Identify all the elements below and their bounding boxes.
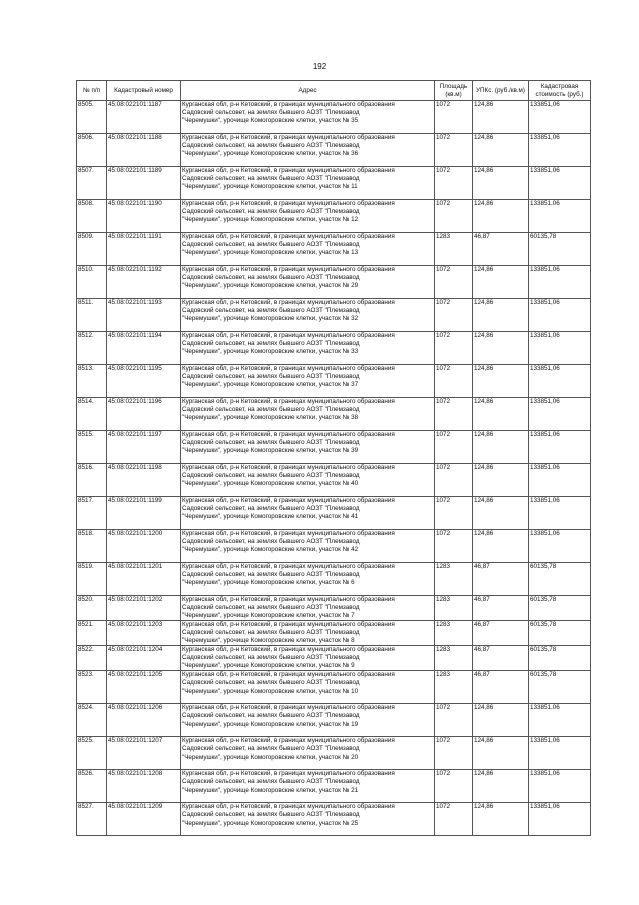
address-cell xyxy=(181,431,435,464)
address-line: Курганская обл, р-н Кетовский, в границах муниципального образования xyxy=(182,770,395,778)
address-line: Курганская обл, р-н Кетовский, в границах муниципального образования xyxy=(182,167,395,174)
header-area: Площадь (кв.м) xyxy=(435,81,473,101)
address-line: "Черемушки", урочище Комогоровские клетки, участок № 12 xyxy=(182,216,359,224)
cadastral-value: 133851,06 xyxy=(529,398,591,431)
area-value: 1072 xyxy=(435,530,473,563)
cadastral-value: 133851,06 xyxy=(529,704,591,737)
address-line: Садовский сельсовет, на землях бывшего АОЗТ "Племзавод xyxy=(182,654,360,662)
address-cell xyxy=(181,167,435,200)
address-cell xyxy=(181,646,435,671)
address-line: Садовский сельсовет, на землях бывшего АОЗТ "Племзавод xyxy=(182,373,360,381)
area-value: 1072 xyxy=(435,167,473,200)
area-value: 1283 xyxy=(435,563,473,596)
area-value: 1072 xyxy=(435,431,473,464)
cadastral-value: 133851,06 xyxy=(529,332,591,365)
area-value: 1072 xyxy=(435,398,473,431)
address-line: "Черемушки", урочище Комогоровские клетки, участок № 36 xyxy=(182,150,359,158)
upks-value: 46,87 xyxy=(473,563,529,596)
address-line: Курганская обл, р-н Кетовский, в границах муниципального образования xyxy=(182,737,395,745)
address-cell xyxy=(181,365,435,398)
cadastral-value: 133851,06 xyxy=(529,737,591,770)
cadastral-number: 45:08:022101:1195 xyxy=(107,365,181,398)
row-number: 8526. xyxy=(77,770,107,803)
header-address: Адрес xyxy=(181,81,435,101)
table-row xyxy=(77,365,591,398)
cadastral-number: 45:08:022101:1187 xyxy=(107,101,181,134)
table-row xyxy=(77,233,591,266)
address-cell xyxy=(181,563,435,596)
row-number: 8511. xyxy=(77,299,107,332)
area-value: 1072 xyxy=(435,134,473,167)
address-line: Курганская обл, р-н Кетовский, в границах муниципального образования xyxy=(182,530,395,537)
address-line: Садовский сельсовет, на землях бывшего АОЗТ "Племзавод xyxy=(182,307,360,315)
table-row xyxy=(77,266,591,299)
address-cell xyxy=(181,704,435,737)
address-line: "Черемушки", урочище Комогоровские клетки, участок № 10 xyxy=(182,687,359,695)
header-cadastral-number: Кадастровый номер xyxy=(107,81,181,101)
address-line: Курганская обл, р-н Кетовский, в границах муниципального образования xyxy=(182,621,395,629)
cadastral-number: 45:08:022101:1200 xyxy=(107,530,181,563)
page-number: 192 xyxy=(312,62,327,71)
row-number: 8506. xyxy=(77,134,107,167)
row-number: 8523. xyxy=(77,671,107,704)
address-cell xyxy=(181,233,435,266)
cadastral-value: 133851,06 xyxy=(529,299,591,332)
cadastral-value: 133851,06 xyxy=(529,770,591,803)
table-row xyxy=(77,167,591,200)
header-upks: УПКс. (руб./кв.м) xyxy=(473,81,529,101)
table-row xyxy=(77,398,591,431)
address-line: "Черемушки", урочище Комогоровские клетки, участок № 9 xyxy=(182,662,355,670)
row-number: 8514. xyxy=(77,398,107,431)
address-line: Садовский сельсовет, на землях бывшего АОЗТ "Племзавод xyxy=(182,340,360,348)
address-line: Садовский сельсовет, на землях бывшего АОЗТ "Племзавод xyxy=(182,274,360,282)
upks-value: 124,86 xyxy=(473,770,529,803)
address-line: Курганская обл, р-н Кетовский, в границах муниципального образования xyxy=(182,134,395,141)
address-cell xyxy=(181,332,435,365)
header-cadastral-value: Кадастровая стоимость (руб.) xyxy=(529,81,591,101)
cadastral-number: 45:08:022101:1188 xyxy=(107,134,181,167)
cadastral-value: 60135,78 xyxy=(529,563,591,596)
row-number: 8507. xyxy=(77,167,107,200)
address-line: Курганская обл, р-н Кетовский, в границах муниципального образования xyxy=(182,101,395,108)
row-number: 8522. xyxy=(77,646,107,671)
address-cell xyxy=(181,621,435,646)
address-line: Садовский сельсовет, на землях бывшего АОЗТ "Племзавод xyxy=(182,571,360,579)
table-row xyxy=(77,671,591,704)
upks-value: 124,86 xyxy=(473,299,529,332)
address-line: Курганская обл, р-н Кетовский, в границах муниципального образования xyxy=(182,646,395,654)
table-row xyxy=(77,101,591,134)
address-line: Курганская обл, р-н Кетовский, в границах муниципального образования xyxy=(182,803,395,811)
header-num: № п/п xyxy=(77,81,107,101)
upks-value: 124,86 xyxy=(473,497,529,530)
address-line: Курганская обл, р-н Кетовский, в границах муниципального образования xyxy=(182,299,395,306)
table-row xyxy=(77,737,591,770)
address-line: Садовский сельсовет, на землях бывшего АОЗТ "Племзавод xyxy=(182,439,360,447)
cadastral-value: 133851,06 xyxy=(529,266,591,299)
address-line: "Черемушки", урочище Комогоровские клетки, участок № 20 xyxy=(182,753,359,761)
address-cell xyxy=(181,464,435,497)
cadastral-number: 45:08:022101:1209 xyxy=(107,803,181,836)
cadastral-number: 45:08:022101:1191 xyxy=(107,233,181,266)
row-number: 8509. xyxy=(77,233,107,266)
address-line: "Черемушки", урочище Комогоровские клетки, участок № 6 xyxy=(182,579,355,587)
address-line: Курганская обл, р-н Кетовский, в границах муниципального образования xyxy=(182,596,395,603)
cadastral-value: 133851,06 xyxy=(529,101,591,134)
area-value: 1283 xyxy=(435,596,473,621)
address-cell xyxy=(181,101,435,134)
cadastral-value: 60135,78 xyxy=(529,671,591,704)
address-line: Курганская обл, р-н Кетовский, в границах муниципального образования xyxy=(182,398,395,405)
area-value: 1283 xyxy=(435,671,473,704)
address-line: "Черемушки", урочище Комогоровские клетки, участок № 19 xyxy=(182,720,359,728)
cadastral-number: 45:08:022101:1208 xyxy=(107,770,181,803)
address-line: "Черемушки", урочище Комогоровские клетки, участок № 41 xyxy=(182,513,359,521)
table-row xyxy=(77,200,591,233)
address-line: "Черемушки", урочище Комогоровские клетки, участок № 8 xyxy=(182,637,355,645)
address-line: Садовский сельсовет, на землях бывшего АОЗТ "Племзавод xyxy=(182,109,360,117)
table-row xyxy=(77,621,591,646)
upks-value: 46,87 xyxy=(473,621,529,646)
upks-value: 124,86 xyxy=(473,266,529,299)
address-line: Садовский сельсовет, на землях бывшего АОЗТ "Племзавод xyxy=(182,241,360,249)
area-value: 1283 xyxy=(435,621,473,646)
address-line: "Черемушки", урочище Комогоровские клетки, участок № 35 xyxy=(182,117,359,125)
address-line: Садовский сельсовет, на землях бывшего АОЗТ "Племзавод xyxy=(182,778,360,786)
table-row xyxy=(77,530,591,563)
address-line: "Черемушки", урочище Комогоровские клетки, участок № 32 xyxy=(182,315,359,323)
upks-value: 124,86 xyxy=(473,200,529,233)
cadastral-value: 133851,06 xyxy=(529,464,591,497)
upks-value: 124,86 xyxy=(473,431,529,464)
address-line: Курганская обл, р-н Кетовский, в границах муниципального образования xyxy=(182,704,395,712)
area-value: 1072 xyxy=(435,332,473,365)
cadastral-value: 60135,78 xyxy=(529,233,591,266)
upks-value: 46,87 xyxy=(473,596,529,621)
address-line: Садовский сельсовет, на землях бывшего АОЗТ "Племзавод xyxy=(182,472,360,480)
area-value: 1072 xyxy=(435,101,473,134)
address-line: "Черемушки", урочище Комогоровские клетки, участок № 7 xyxy=(182,612,355,620)
cadastral-number: 45:08:022101:1202 xyxy=(107,596,181,621)
cadastral-value: 133851,06 xyxy=(529,134,591,167)
table-row xyxy=(77,646,591,671)
cadastral-value: 60135,78 xyxy=(529,596,591,621)
address-line: Садовский сельсовет, на землях бывшего АОЗТ "Племзавод xyxy=(182,811,360,819)
address-cell xyxy=(181,497,435,530)
upks-value: 124,86 xyxy=(473,530,529,563)
upks-value: 46,87 xyxy=(473,646,529,671)
address-line: "Черемушки", урочище Комогоровские клетки, участок № 25 xyxy=(182,819,359,827)
area-value: 1072 xyxy=(435,704,473,737)
area-value: 1072 xyxy=(435,464,473,497)
address-line: Садовский сельсовет, на землях бывшего АОЗТ "Племзавод xyxy=(182,679,360,687)
address-line: Садовский сельсовет, на землях бывшего АОЗТ "Племзавод xyxy=(182,142,360,150)
row-number: 8520. xyxy=(77,596,107,621)
upks-value: 124,86 xyxy=(473,134,529,167)
area-value: 1283 xyxy=(435,646,473,671)
area-value: 1072 xyxy=(435,299,473,332)
address-line: Курганская обл, р-н Кетовский, в границах муниципального образования xyxy=(182,365,395,372)
table-header-row xyxy=(77,81,591,101)
cadastral-value: 133851,06 xyxy=(529,497,591,530)
table-row xyxy=(77,134,591,167)
cadastral-value: 60135,78 xyxy=(529,646,591,671)
table-row xyxy=(77,497,591,530)
row-number: 8519. xyxy=(77,563,107,596)
address-line: "Черемушки", урочище Комогоровские клетки, участок № 37 xyxy=(182,381,359,389)
cadastral-value: 133851,06 xyxy=(529,200,591,233)
table-row xyxy=(77,704,591,737)
upks-value: 124,86 xyxy=(473,464,529,497)
address-line: Курганская обл, р-н Кетовский, в границах муниципального образования xyxy=(182,671,395,679)
address-line: "Черемушки", урочище Комогоровские клетки, участок № 21 xyxy=(182,786,359,794)
area-value: 1072 xyxy=(435,200,473,233)
area-value: 1072 xyxy=(435,770,473,803)
cadastral-value: 60135,78 xyxy=(529,621,591,646)
upks-value: 46,87 xyxy=(473,233,529,266)
cadastral-number: 45:08:022101:1189 xyxy=(107,167,181,200)
address-cell xyxy=(181,134,435,167)
area-value: 1072 xyxy=(435,497,473,530)
row-number: 8521. xyxy=(77,621,107,646)
row-number: 8510. xyxy=(77,266,107,299)
table-row xyxy=(77,431,591,464)
row-number: 8508. xyxy=(77,200,107,233)
area-value: 1283 xyxy=(435,233,473,266)
address-line: Садовский сельсовет, на землях бывшего АОЗТ "Племзавод xyxy=(182,175,360,183)
address-line: "Черемушки", урочище Комогоровские клетки, участок № 11 xyxy=(182,183,358,191)
cadastral-number: 45:08:022101:1198 xyxy=(107,464,181,497)
row-number: 8505. xyxy=(77,101,107,134)
address-line: Садовский сельсовет, на землях бывшего АОЗТ "Племзавод xyxy=(182,604,360,612)
upks-value: 124,86 xyxy=(473,803,529,836)
address-line: Садовский сельсовет, на землях бывшего АОЗТ "Племзавод xyxy=(182,208,360,216)
address-line: "Черемушки", урочище Комогоровские клетки, участок № 38 xyxy=(182,414,359,422)
address-cell xyxy=(181,737,435,770)
table-row xyxy=(77,770,591,803)
row-number: 8524. xyxy=(77,704,107,737)
cadastral-number: 45:08:022101:1192 xyxy=(107,266,181,299)
upks-value: 124,86 xyxy=(473,167,529,200)
address-line: Садовский сельсовет, на землях бывшего АОЗТ "Племзавод xyxy=(182,406,360,414)
address-cell xyxy=(181,200,435,233)
address-line: Курганская обл, р-н Кетовский, в границах муниципального образования xyxy=(182,332,395,339)
cadastral-number: 45:08:022101:1207 xyxy=(107,737,181,770)
cadastral-number: 45:08:022101:1196 xyxy=(107,398,181,431)
address-line: Садовский сельсовет, на землях бывшего АОЗТ "Племзавод xyxy=(182,745,360,753)
row-number: 8512. xyxy=(77,332,107,365)
address-line: Садовский сельсовет, на землях бывшего АОЗТ "Племзавод xyxy=(182,712,360,720)
row-number: 8516. xyxy=(77,464,107,497)
cadastral-value: 133851,06 xyxy=(529,365,591,398)
address-line: "Черемушки", урочище Комогоровские клетки, участок № 33 xyxy=(182,348,359,356)
address-line: "Черемушки", урочище Комогоровские клетки, участок № 39 xyxy=(182,447,359,455)
upks-value: 124,86 xyxy=(473,737,529,770)
cadastral-number: 45:08:022101:1205 xyxy=(107,671,181,704)
address-line: Курганская обл, р-н Кетовский, в границах муниципального образования xyxy=(182,233,395,240)
cadastral-number: 45:08:022101:1194 xyxy=(107,332,181,365)
table-row xyxy=(77,332,591,365)
cadastral-number: 45:08:022101:1199 xyxy=(107,497,181,530)
address-line: Курганская обл, р-н Кетовский, в границах муниципального образования xyxy=(182,497,395,504)
upks-value: 124,86 xyxy=(473,365,529,398)
cadastral-value: 133851,06 xyxy=(529,431,591,464)
cadastral-number: 45:08:022101:1206 xyxy=(107,704,181,737)
address-line: Курганская обл, р-н Кетовский, в границах муниципального образования xyxy=(182,266,395,273)
address-line: "Черемушки", урочище Комогоровские клетки, участок № 13 xyxy=(182,249,359,257)
cadastral-value: 133851,06 xyxy=(529,530,591,563)
address-line: Курганская обл, р-н Кетовский, в границах муниципального образования xyxy=(182,563,395,570)
cadastral-value: 133851,06 xyxy=(529,167,591,200)
address-cell xyxy=(181,671,435,704)
cadastral-number: 45:08:022101:1190 xyxy=(107,200,181,233)
address-line: "Черемушки", урочище Комогоровские клетки, участок № 29 xyxy=(182,282,359,290)
cadastral-table xyxy=(76,80,591,836)
address-line: Садовский сельсовет, на землях бывшего АОЗТ "Племзавод xyxy=(182,505,360,513)
address-cell xyxy=(181,530,435,563)
upks-value: 124,86 xyxy=(473,398,529,431)
cadastral-number: 45:08:022101:1201 xyxy=(107,563,181,596)
address-line: Садовский сельсовет, на землях бывшего АОЗТ "Племзавод xyxy=(182,538,360,546)
row-number: 8518. xyxy=(77,530,107,563)
upks-value: 46,87 xyxy=(473,671,529,704)
row-number: 8517. xyxy=(77,497,107,530)
row-number: 8515. xyxy=(77,431,107,464)
row-number: 8525. xyxy=(77,737,107,770)
address-cell xyxy=(181,398,435,431)
cadastral-number: 45:08:022101:1193 xyxy=(107,299,181,332)
area-value: 1072 xyxy=(435,365,473,398)
row-number: 8527. xyxy=(77,803,107,836)
row-number: 8513. xyxy=(77,365,107,398)
address-cell xyxy=(181,596,435,621)
table-row xyxy=(77,464,591,497)
address-line: Курганская обл, р-н Кетовский, в границах муниципального образования xyxy=(182,431,395,438)
table-row xyxy=(77,563,591,596)
area-value: 1072 xyxy=(435,737,473,770)
table-row xyxy=(77,596,591,621)
address-line: Курганская обл, р-н Кетовский, в границах муниципального образования xyxy=(182,464,395,471)
address-line: Курганская обл, р-н Кетовский, в границах муниципального образования xyxy=(182,200,395,207)
address-cell xyxy=(181,770,435,803)
area-value: 1072 xyxy=(435,266,473,299)
table-row xyxy=(77,299,591,332)
address-cell xyxy=(181,299,435,332)
address-cell xyxy=(181,803,435,836)
address-line: "Черемушки", урочище Комогоровские клетки, участок № 40 xyxy=(182,480,359,488)
upks-value: 124,86 xyxy=(473,101,529,134)
upks-value: 124,86 xyxy=(473,332,529,365)
table-row xyxy=(77,803,591,836)
cadastral-number: 45:08:022101:1203 xyxy=(107,621,181,646)
area-value: 1072 xyxy=(435,803,473,836)
address-cell xyxy=(181,266,435,299)
address-line: Садовский сельсовет, на землях бывшего АОЗТ "Племзавод xyxy=(182,629,360,637)
address-line: "Черемушки", урочище Комогоровские клетки, участок № 42 xyxy=(182,546,359,554)
cadastral-number: 45:08:022101:1197 xyxy=(107,431,181,464)
upks-value: 124,86 xyxy=(473,704,529,737)
cadastral-value: 133851,06 xyxy=(529,803,591,836)
cadastral-number: 45:08:022101:1204 xyxy=(107,646,181,671)
